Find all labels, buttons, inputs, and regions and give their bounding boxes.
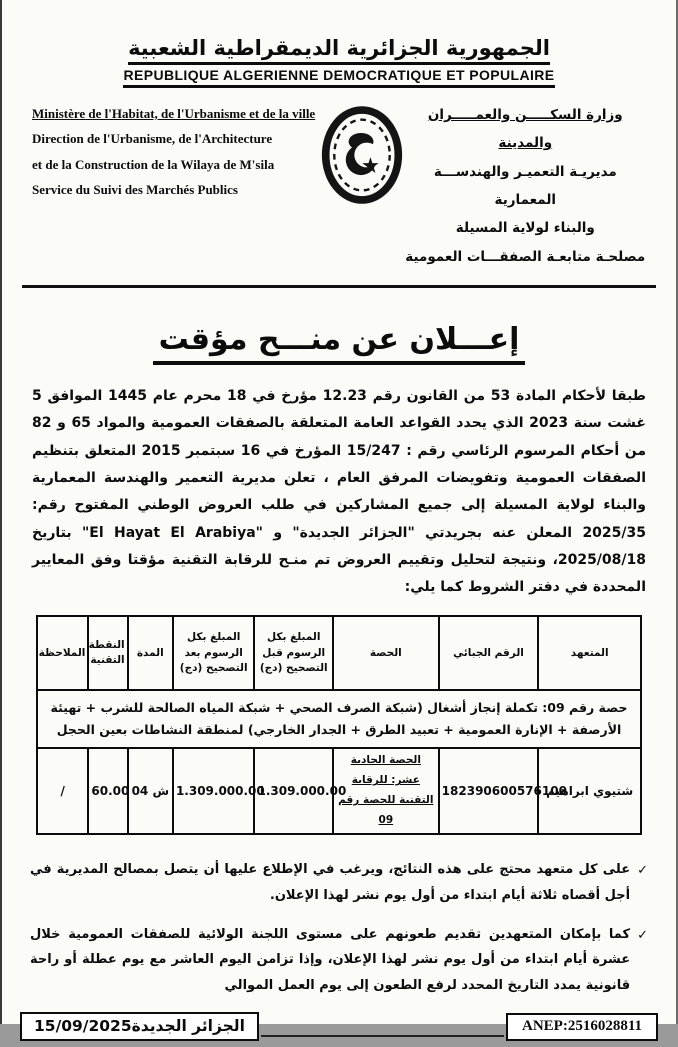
cell-amount-before: 1.309.000.00 xyxy=(254,748,333,834)
letterhead xyxy=(18,101,660,271)
publication-date: 15/09/2025 xyxy=(34,1016,132,1035)
col-header-remark: الملاحظة xyxy=(37,616,88,690)
journal-date-box xyxy=(20,1012,259,1041)
ministry-ar-line4: مصلحـة متابعـة الصفقـــات العمومية xyxy=(405,248,646,265)
ministry-fr-line1: Ministère de l'Habitat, de l'Urbanisme et de la ville xyxy=(32,106,316,121)
ministry-ar-line3: والبناء لولاية المسيلة xyxy=(455,220,595,237)
ministry-block-french xyxy=(32,101,319,202)
ministry-fr-line4: Service du Suivi des Marchés Publics xyxy=(32,182,238,198)
col-header-lot: الحصة xyxy=(333,616,439,690)
ministry-fr-line2: Direction de l'Urbanisme, de l'Architecture xyxy=(32,131,273,147)
col-header-bidder: المتعهد xyxy=(538,616,641,690)
ministry-ar-line1: وزارة السكـــــن والعمـــــران والمدينة xyxy=(427,107,623,152)
col-header-tax-id: الرقم الجبائي xyxy=(439,616,539,690)
anep-reference-box: ANEP:2516028811 xyxy=(506,1013,658,1041)
cell-amount-after: 1.309.000.00 xyxy=(173,748,255,834)
republic-title-french xyxy=(18,67,660,83)
cell-duration: 04 ش xyxy=(128,748,173,834)
header-divider xyxy=(22,285,656,288)
ministry-block-arabic xyxy=(405,101,646,271)
col-header-amount-after: المبلغ بكل الرسوم بعد التصحيح (دج) xyxy=(173,616,255,690)
col-header-technical-score: النقطة التقنية xyxy=(88,616,127,690)
footer xyxy=(18,1012,660,1047)
col-header-amount-before: المبلغ بكل الرسوم قبل التصحيح (دج) xyxy=(254,616,333,690)
footer-divider-line xyxy=(261,1035,504,1037)
cell-technical-score: 60.00 xyxy=(88,748,127,834)
lot-description-cell: حصة رقم 09: تكملة إنجاز أشغال (شبكة الصرف الصحي + شبكة المياه الصالحة للشرب + تهيئة الأرصفة + الإنارة العمومية + تعبيد الطرق + الجدار الخارجي) لمنطقة النشاطات بعين الحجل xyxy=(37,690,641,748)
cell-lot-text: الحصة الحادية عشر: للرقابة التقنية للحصة رقم 09 xyxy=(338,754,434,827)
cell-tax-id: 182390600576100 xyxy=(439,748,539,834)
note-objection xyxy=(30,857,648,908)
lot-description-row xyxy=(37,690,641,748)
note-appeal xyxy=(30,922,648,998)
footnotes xyxy=(30,857,648,1012)
republic-title-arabic-text: الجمهورية الجزائرية الديمقراطية الشعبية xyxy=(128,36,550,65)
check-icon: ✓ xyxy=(637,863,648,879)
ministry-ar-line2: مديريـة التعميـر والهندســـة المعمارية xyxy=(433,163,617,209)
note-objection-text: على كل متعهد محتج على هذه النتائج، ويرغب في الإطلاع عليها أن يتصل بمصالح المديرية في أجل أقصاه ثلاثة أيام ابتداء من أول يوم نشر لهذا الإعلان. xyxy=(30,862,631,903)
col-header-duration: المدة xyxy=(128,616,173,690)
table-row xyxy=(37,748,641,834)
announcement-title-text: إعـــلان عن منـــح مؤقت xyxy=(153,322,526,365)
cell-lot xyxy=(333,748,439,834)
note-appeal-text: كما بإمكان المتعهدين تقديم طعونهم على مستوى اللجنة الولائية للصفقات العمومية خلال عشرة أيام ابتداء من أول يوم نشر لهذا الإعلان، وإذا تزامن اليوم العاشر مع يوم عطلة أو راحة قانونية يمدد التاريخ المحدد لرفع الطعون إلى يوم العمل الموالي xyxy=(30,926,631,993)
official-seal xyxy=(319,101,405,207)
award-table xyxy=(36,615,642,835)
ministry-fr-line3: et de la Construction de la Wilaya de M'sila xyxy=(32,156,275,172)
cell-bidder: شتيوي ابراهيم xyxy=(538,748,641,834)
check-icon: ✓ xyxy=(637,927,648,943)
announcement-title xyxy=(18,322,660,357)
algerian-emblem-seal-icon xyxy=(319,103,405,207)
cell-remark: / xyxy=(37,748,88,834)
table-header-row xyxy=(37,616,641,690)
announcement-body: طبقا لأحكام المادة 53 من القانون رقم 12.23 مؤرخ في 18 محرم عام 1445 الموافق 5 غشت سنة 2023 الذي يحدد القواعد العامة المتعلقة بالصفقات العمومية والمواد 65 و 82 من أحكام المرسوم الرئاسي رقم : 15/247 المؤرخ في 16 سبتمبر 2015 المتعلق بتنظيم الصفقات العمومية وتفويضات المرفق العام ، تعلن مديرية التعمير والهندسة المعمارية والبناء لولاية المسيلة إلى جميع المشاركين في طلب العروض الوطني المفتوح رقم: 2025/35 المعلن عنه بجريدتي "الجزائر الجديدة" و "El Hayat El Arabiya" بتاريخ 2025/08/18، ونتيجة لتحليل وتقييم العروض تم منـح للرقابة التقنية مؤقتا وفق المعايير المحددة في دفتر الشروط كما يلي: xyxy=(32,388,646,596)
republic-title-french-text: REPUBLIQUE ALGERIENNE DEMOCRATIQUE ET POPULAIRE xyxy=(123,67,554,88)
journal-name: الجزائر الجديدة xyxy=(131,1016,245,1035)
republic-title-arabic xyxy=(18,36,660,60)
